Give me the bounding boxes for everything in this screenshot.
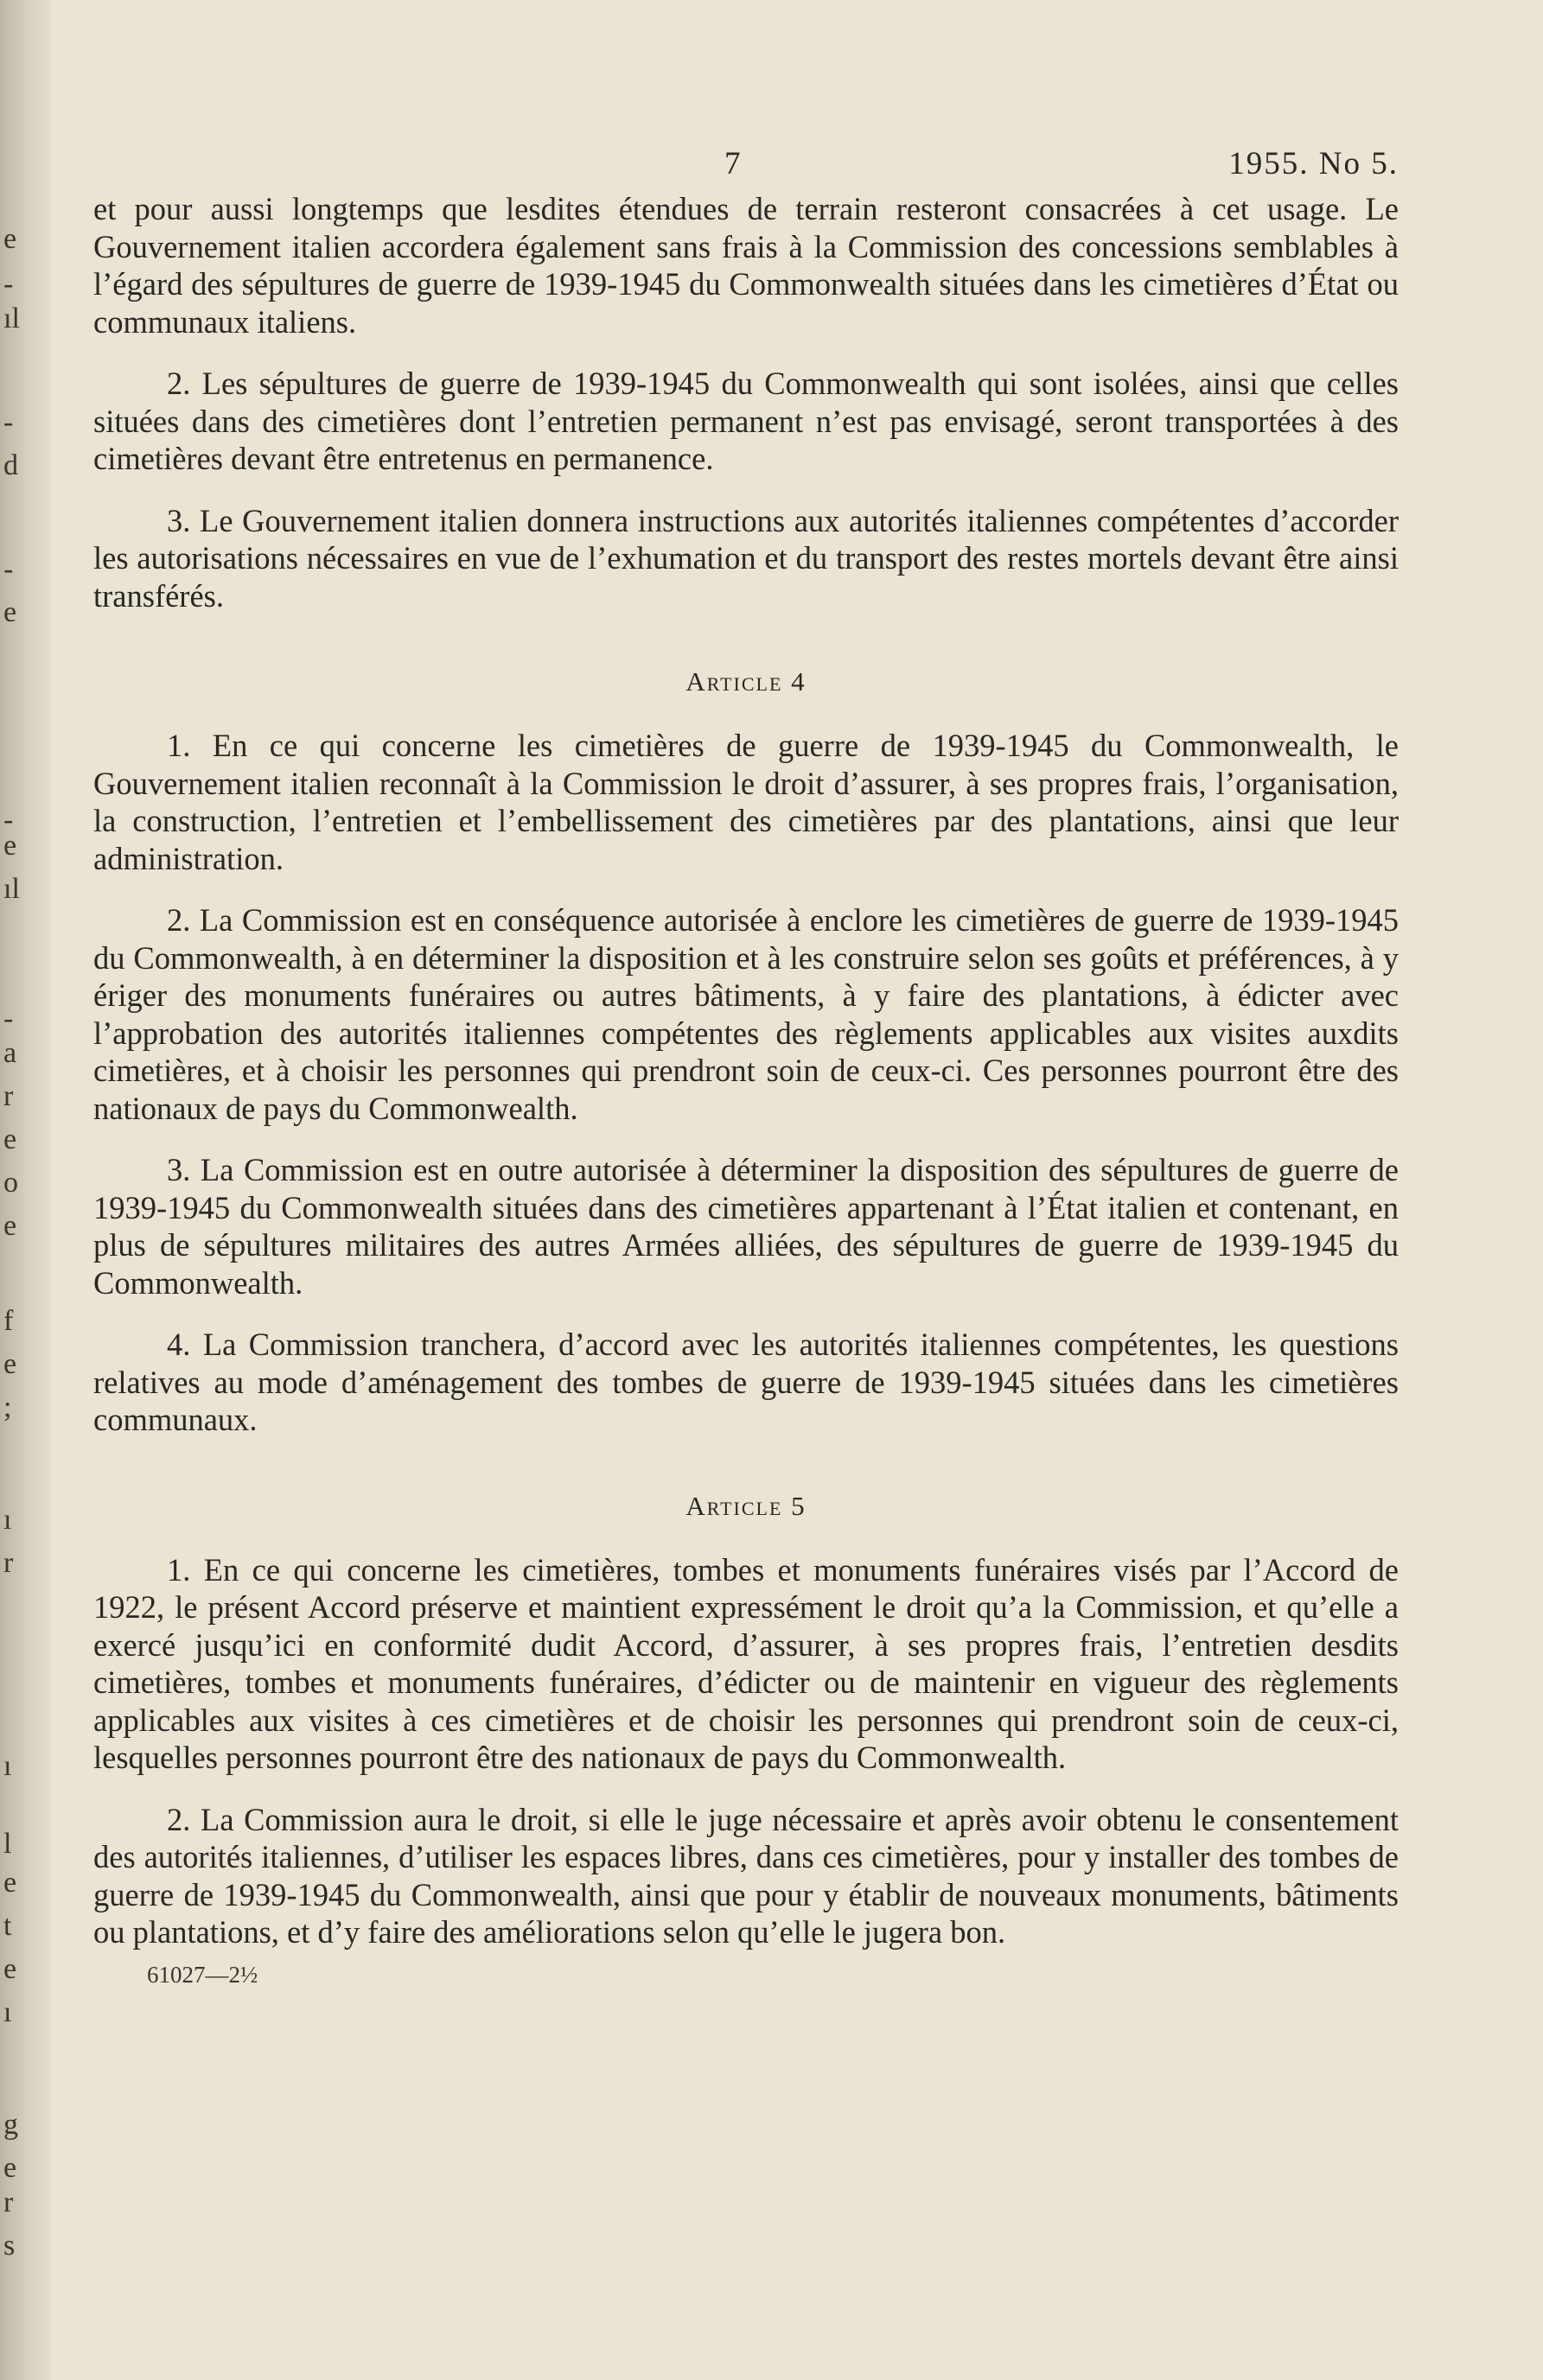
gutter-fragment: e	[3, 1210, 17, 1242]
gutter-fragment: ı	[3, 1750, 12, 1782]
gutter-fragment: o	[3, 1167, 18, 1199]
gutter-fragment: ı	[3, 1996, 12, 2028]
paragraph: 1. En ce qui concerne les cimetières de guerre de 1939-1945 du Commonwealth, le Gouvernement italien reconnaît à la Commission le droit d’assurer, à ses propres frais, l’organisation, la construction, l’entretien et l’embellissement des cimetières par des plantations, ainsi que leur administration.	[93, 728, 1399, 876]
gutter-fragment: s	[3, 2230, 16, 2262]
paragraph: 3. Le Gouvernement italien donnera instructions aux autorités italiennes compétentes d’accorder les autorisations nécessaires en vue de l’exhumation et du transport des restes mortels devant être ainsi transférés.	[93, 502, 1399, 614]
gutter-fragment: ı	[3, 1504, 12, 1536]
page-number: 7	[724, 146, 741, 181]
gutter-fragment: r	[3, 1547, 14, 1579]
gutter-fragment: -	[3, 1002, 14, 1034]
gutter-fragment: d	[3, 449, 18, 481]
paragraph: 3. La Commission est en outre autorisée à déterminer la disposition des sépultures de guerre de 1939-1945 du Commonwealth situées dans des cimetières appartenant à l’État italien et contenant, en plus de sépultures militaires des autres Armées alliées, des sépultures de guerre de 1939-1945 du Commonwealth.	[93, 1152, 1399, 1301]
gutter-fragment: g	[3, 2109, 18, 2141]
gutter-fragment: e	[3, 1867, 17, 1899]
gutter-fragment: -	[3, 804, 14, 836]
gutter-fragment: e	[3, 223, 17, 255]
gutter-fragment: e	[3, 1348, 17, 1380]
gutter-fragment: r	[3, 2186, 14, 2218]
gutter-fragment: ıl	[3, 302, 20, 334]
gutter-fragment: -	[3, 553, 14, 585]
gutter-fragment: l	[3, 1828, 12, 1860]
gutter-fragment: e	[3, 1953, 17, 1985]
gutter-fragment: e	[3, 1123, 17, 1155]
page-header	[93, 130, 1399, 190]
document-page	[93, 130, 1399, 1989]
gutter-fragment: e	[3, 830, 17, 862]
printer-code: 61027—2½	[147, 1961, 258, 1988]
gutter-fragment: t	[3, 1910, 12, 1942]
gutter-fragment: f	[3, 1305, 14, 1337]
gutter-fragment: -	[3, 406, 14, 438]
paragraph: 2. La Commission aura le droit, si elle le juge nécessaire et après avoir obtenu le consentement des autorités italiennes, d’utiliser les espaces libres, dans ces cimetières, pour y installer des tombes de guerre de 1939-1945 du Commonwealth, ainsi que pour y établir de nouveaux monuments, bâtiments ou plantations, et d’y faire des améliorations selon qu’elle le jugera bon.	[93, 1801, 1399, 1950]
gutter-fragment: a	[3, 1037, 17, 1069]
gutter-fragment: e	[3, 2152, 17, 2184]
paragraph: 2. La Commission est en conséquence autorisée à enclore les cimetières de guerre de 1939-1945 du Commonwealth, à en déterminer la disposition et à les construire selon ses goûts et préférences, à y ériger des monuments funéraires ou autres bâtiments, à y faire des plantations, à édicter avec l’approbation des autorités italiennes compétentes des règlements applicables aux visites auxdits cimetières, et à choisir les personnes qui prendront soin de ceux-ci. Ces personnes pourront être des nationaux de pays du Commonwealth.	[93, 902, 1399, 1126]
paragraph: 4. La Commission tranchera, d’accord avec les autorités italiennes compétentes, les questions relatives au mode d’aménagement des tombes de guerre de 1939-1945 situées dans les cimetières communaux.	[93, 1327, 1399, 1437]
paragraph: 2. Les sépultures de guerre de 1939-1945 du Commonwealth qui sont isolées, ainsi que celles situées dans des cimetières dont l’entretien permanent n’est pas envisagé, seront transportées à des cimetières devant être entretenus en permanence.	[93, 366, 1399, 476]
gutter-fragment: e	[3, 596, 17, 628]
gutter-fragment: ıl	[3, 873, 20, 905]
document-body	[93, 190, 1399, 1951]
paragraph-continued: et pour aussi longtemps que lesdites étendues de terrain resteront consacrées à cet usage. Le Gouvernement italien accordera également sans frais à la Commission des concessions semblables à l’égard des sépultures de guerre de 1939-1945 du Commonwealth situées dans les cimetières d’État ou communaux italiens.	[93, 191, 1399, 340]
paragraph: 1. En ce qui concerne les cimetières, tombes et monuments funéraires visés par l’Accord de 1922, le présent Accord préserve et maintient expressément le droit qu’a la Commission, et qu’elle a exercé jusqu’ici en conformité dudit Accord, d’assurer, à ses propres frais, l’entretien desdits cimetières, tombes et monuments funéraires, d’édicter ou de maintenir en vigueur des règlements applicables aux visites à ces cimetières et de choisir les personnes qui prendront soin de ceux-ci, lesquelles personnes pourront être des nationaux de pays du Commonwealth.	[93, 1551, 1399, 1775]
gutter-fragment: r	[3, 1080, 14, 1112]
article-4-heading: Article 4	[685, 666, 807, 697]
article-5-heading: Article 5	[685, 1490, 807, 1521]
series-number: 1955. No 5.	[1228, 146, 1399, 181]
gutter-fragment: ;	[3, 1391, 12, 1423]
gutter-fragment: -	[3, 268, 14, 300]
